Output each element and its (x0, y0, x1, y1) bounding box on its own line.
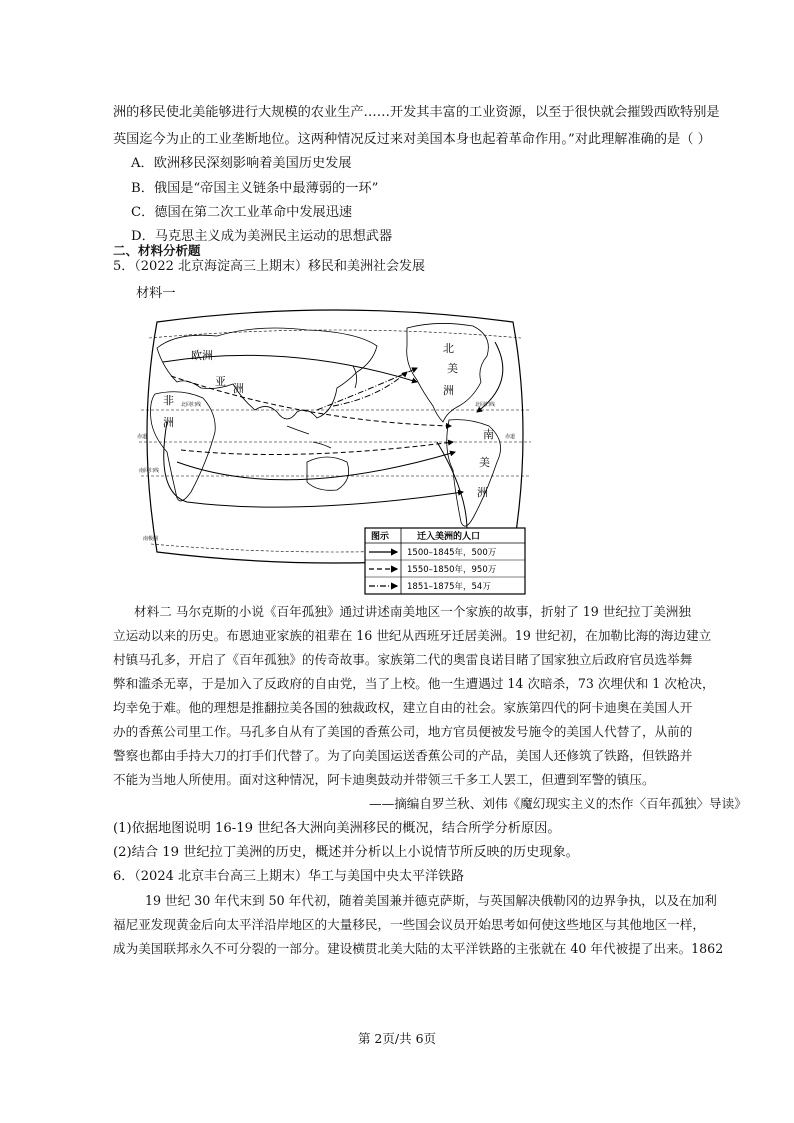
material-2-line: 村镇马孔多，开启了《百年孤独》的传奇故事。家族第二代的奥雷良诺目睹了国家独立后政府官员选举舞 (113, 652, 693, 667)
label-namerica-2: 美 (447, 362, 458, 375)
label-tropic-cancer-left: 北回归线 (181, 402, 202, 408)
label-namerica-1: 北 (443, 342, 454, 355)
label-africa-2: 洲 (163, 416, 174, 429)
label-equator-right: 赤道 (505, 434, 516, 440)
q6-paragraph-line: 福尼亚发现黄金后向太平洋沿岸地区的大量移民，一些国会议员开始思考如何使这些地区与其他地区一样， (113, 917, 705, 932)
legend-row-3: 1851–1875年，54万 (407, 582, 491, 592)
label-samerica-1: 南 (483, 428, 494, 441)
q5-subquestion-1: (1)依据地图说明 16-19 世纪各大洲向美洲移民的概况，结合所学分析原因。 (113, 821, 561, 836)
label-equator-left: 赤道 (137, 434, 148, 440)
material-2-source: ——摘编自罗兰秋、刘伟《魔幻现实主义的杰作〈百年孤独〉导读》 (369, 796, 747, 811)
q4-option-b: B．俄国是“帝国主义链条中最薄弱的一环” (131, 181, 379, 196)
q6-paragraph-line: 19 世纪 30 年代末到 50 年代初，随着美国兼并德克萨斯，与英国解决俄勒冈的边界争执，以及在加利 (145, 893, 717, 908)
label-antarctic-circle: 南极圈 (143, 536, 159, 542)
material-2-line: 办的香蕉公司里工作。马孔多自从有了美国的香蕉公司，地方官员便被发号施令的美国人代替了，从前的 (113, 724, 693, 739)
material-1-label: 材料一 (136, 286, 176, 301)
label-europe: 欧洲 (191, 349, 213, 362)
material-2-line: 材料二 马尔克斯的小说《百年孤独》通过讲述南美地区一个家族的故事，折射了 19 世纪拉丁美洲独 (134, 604, 691, 619)
section-heading: 二、材料分析题 (113, 243, 201, 258)
material-2-line: 不能为当地人所使用。面对这种情况，阿卡迪奥鼓动并带领三千多工人罢工，但遭到军警的镇压。 (113, 772, 655, 787)
q6-paragraph-line: 成为美国联邦永久不可分裂的一部分。建设横贯北美大陆的太平洋铁路的主张就在 40 年代被提了出来。1862 (113, 941, 724, 956)
material-2-line: 均幸免于难。他的理想是推翻拉美各国的独裁政权，建立自由的社会。家族第四代的阿卡迪奥在美国人开 (113, 700, 693, 715)
q4-option-d: D．马克思主义成为美洲民主运动的思想武器 (131, 229, 393, 244)
page-footer: 第 2页/共 6页 (357, 1031, 437, 1046)
label-asia-1: 亚 (215, 375, 226, 388)
legend-row-2: 1550–1850年，950万 (407, 565, 497, 575)
material-2-line: 弊和滥杀无辜，于是加入了反政府的自由党，当了上校。他一生遭遇过 14 次暗杀，73 次埋伏和 1 次枪决， (113, 676, 715, 691)
legend-header-symbol: 图示 (371, 532, 390, 542)
label-samerica-2: 美 (479, 456, 490, 469)
label-namerica-3: 洲 (443, 384, 454, 397)
label-asia-2: 洲 (233, 382, 244, 395)
q4-continuation-line-1: 洲的移民使北美能够进行大规模的农业生产……开发其丰富的工业资源，以至于很快就会摧毁西欧特别是 (113, 105, 720, 120)
label-tropic-cancer-right: 北回归线 (475, 402, 496, 408)
q4-option-a: A．欧洲移民深刻影响着美国历史发展 (131, 156, 352, 171)
q6-title: 6．（2024 北京丰台高三上期末）华工与美国中央太平洋铁路 (113, 869, 464, 884)
migration-map (137, 302, 533, 598)
label-samerica-3: 洲 (477, 486, 488, 499)
legend-header-title: 迁入美洲的人口 (417, 532, 481, 542)
map-legend (365, 528, 525, 594)
label-tropic-capricorn-left: 南回归线 (139, 468, 160, 474)
q4-continuation-line-2: 英国迄今为止的工业垄断地位。这两种情况反过来对美国本身也起着革命作用。”对此理解准确的是（ ） (113, 132, 711, 147)
legend-row-1: 1500–1845年，500万 (407, 548, 497, 558)
q5-subquestion-2: (2)结合 19 世纪拉丁美洲的历史，概述并分析以上小说情节所反映的历史现象。 (113, 845, 579, 860)
material-2-line: 立运动以来的历史。布恩迪亚家族的祖辈在 16 世纪从西班牙迁居美洲。19 世纪初，在加勒比海的海边建立 (113, 628, 712, 643)
material-2-line: 警察也都由手持大刀的打手们代替了。为了向美国运送香蕉公司的产品，美国人还修筑了铁路，但铁路并 (113, 748, 693, 763)
q5-title: 5．（2022 北京海淀高三上期末）移民和美洲社会发展 (113, 259, 425, 274)
label-africa-1: 非 (163, 394, 174, 407)
q4-option-c: C．德国在第二次工业革命中发展迅速 (131, 205, 353, 220)
